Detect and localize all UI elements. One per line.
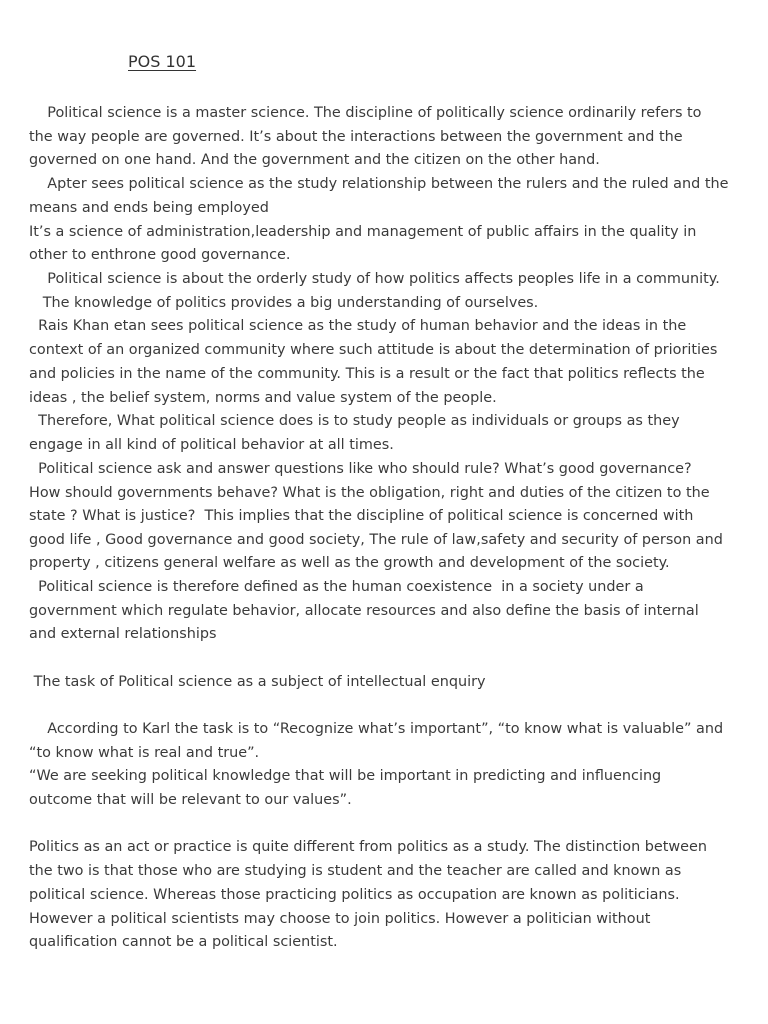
document-line: the way people are governed. It’s about the interactions between the government and the bbox=[29, 129, 683, 145]
document-line: political science. Whereas those practicing politics as occupation are known as politicians. bbox=[29, 887, 680, 903]
document-title: POS 101 bbox=[128, 52, 197, 71]
document-line: ideas , the belief system, norms and value system of the people. bbox=[29, 390, 497, 406]
document-line: However a political scientists may choose to join politics. However a politician without bbox=[29, 911, 651, 927]
document-line: outcome that will be relevant to our values”. bbox=[29, 792, 352, 808]
document-line: Political science is about the orderly study of how politics affects peoples life in a community. bbox=[29, 271, 720, 287]
document-line: engage in all kind of political behavior at all times. bbox=[29, 437, 394, 453]
document-line: means and ends being employed bbox=[29, 200, 269, 216]
document-line: Rais Khan etan sees political science as the study of human behavior and the ideas in the bbox=[29, 318, 687, 334]
document-line: the two is that those who are studying is student and the teacher are called and known as bbox=[29, 863, 682, 879]
document-line: governed on one hand. And the government and the citizen on the other hand. bbox=[29, 152, 600, 168]
document-line: context of an organized community where such attitude is about the determination of priorities bbox=[29, 342, 718, 358]
document-line: and policies in the name of the community. This is a result or the fact that politics reflects the bbox=[29, 366, 705, 382]
document-line: “We are seeking political knowledge that will be important in predicting and influencing bbox=[29, 768, 662, 784]
document-line: Political science is a master science. The discipline of politically science ordinarily refers to bbox=[29, 105, 702, 121]
document-line: Therefore, What political science does is to study people as individuals or groups as they bbox=[29, 413, 680, 429]
document-line: good life , Good governance and good society, The rule of law,safety and security of person and bbox=[29, 532, 723, 548]
document-line: Politics as an act or practice is quite different from politics as a study. The distinction between bbox=[29, 839, 708, 855]
document-line: qualification cannot be a political scientist. bbox=[29, 934, 338, 950]
document-line: Political science is therefore defined as the human coexistence in a society under a bbox=[29, 579, 644, 595]
document-line: state ? What is justice? This implies that the discipline of political science is concerned with bbox=[29, 508, 694, 524]
document-line: and external relationships bbox=[29, 626, 217, 642]
document-line: “to know what is real and true”. bbox=[29, 745, 260, 761]
document-line: The knowledge of politics provides a big understanding of ourselves. bbox=[29, 295, 539, 311]
document-line: government which regulate behavior, allocate resources and also define the basis of internal bbox=[29, 603, 699, 619]
document-line: Apter sees political science as the study relationship between the rulers and the ruled and the bbox=[29, 176, 729, 192]
document-line: property , citizens general welfare as well as the growth and development of the society. bbox=[29, 555, 670, 571]
document-line: Political science ask and answer questions like who should rule? What’s good governance? bbox=[29, 461, 692, 477]
document-line: According to Karl the task is to “Recognize what’s important”, “to know what is valuable” and bbox=[29, 721, 724, 737]
document-line: It’s a science of administration,leadership and management of public affairs in the quality in bbox=[29, 224, 697, 240]
document-line: other to enthrone good governance. bbox=[29, 247, 291, 263]
document-line: The task of Political science as a subject of intellectual enquiry bbox=[29, 674, 486, 690]
document-line: How should governments behave? What is the obligation, right and duties of the citizen to the bbox=[29, 485, 710, 501]
